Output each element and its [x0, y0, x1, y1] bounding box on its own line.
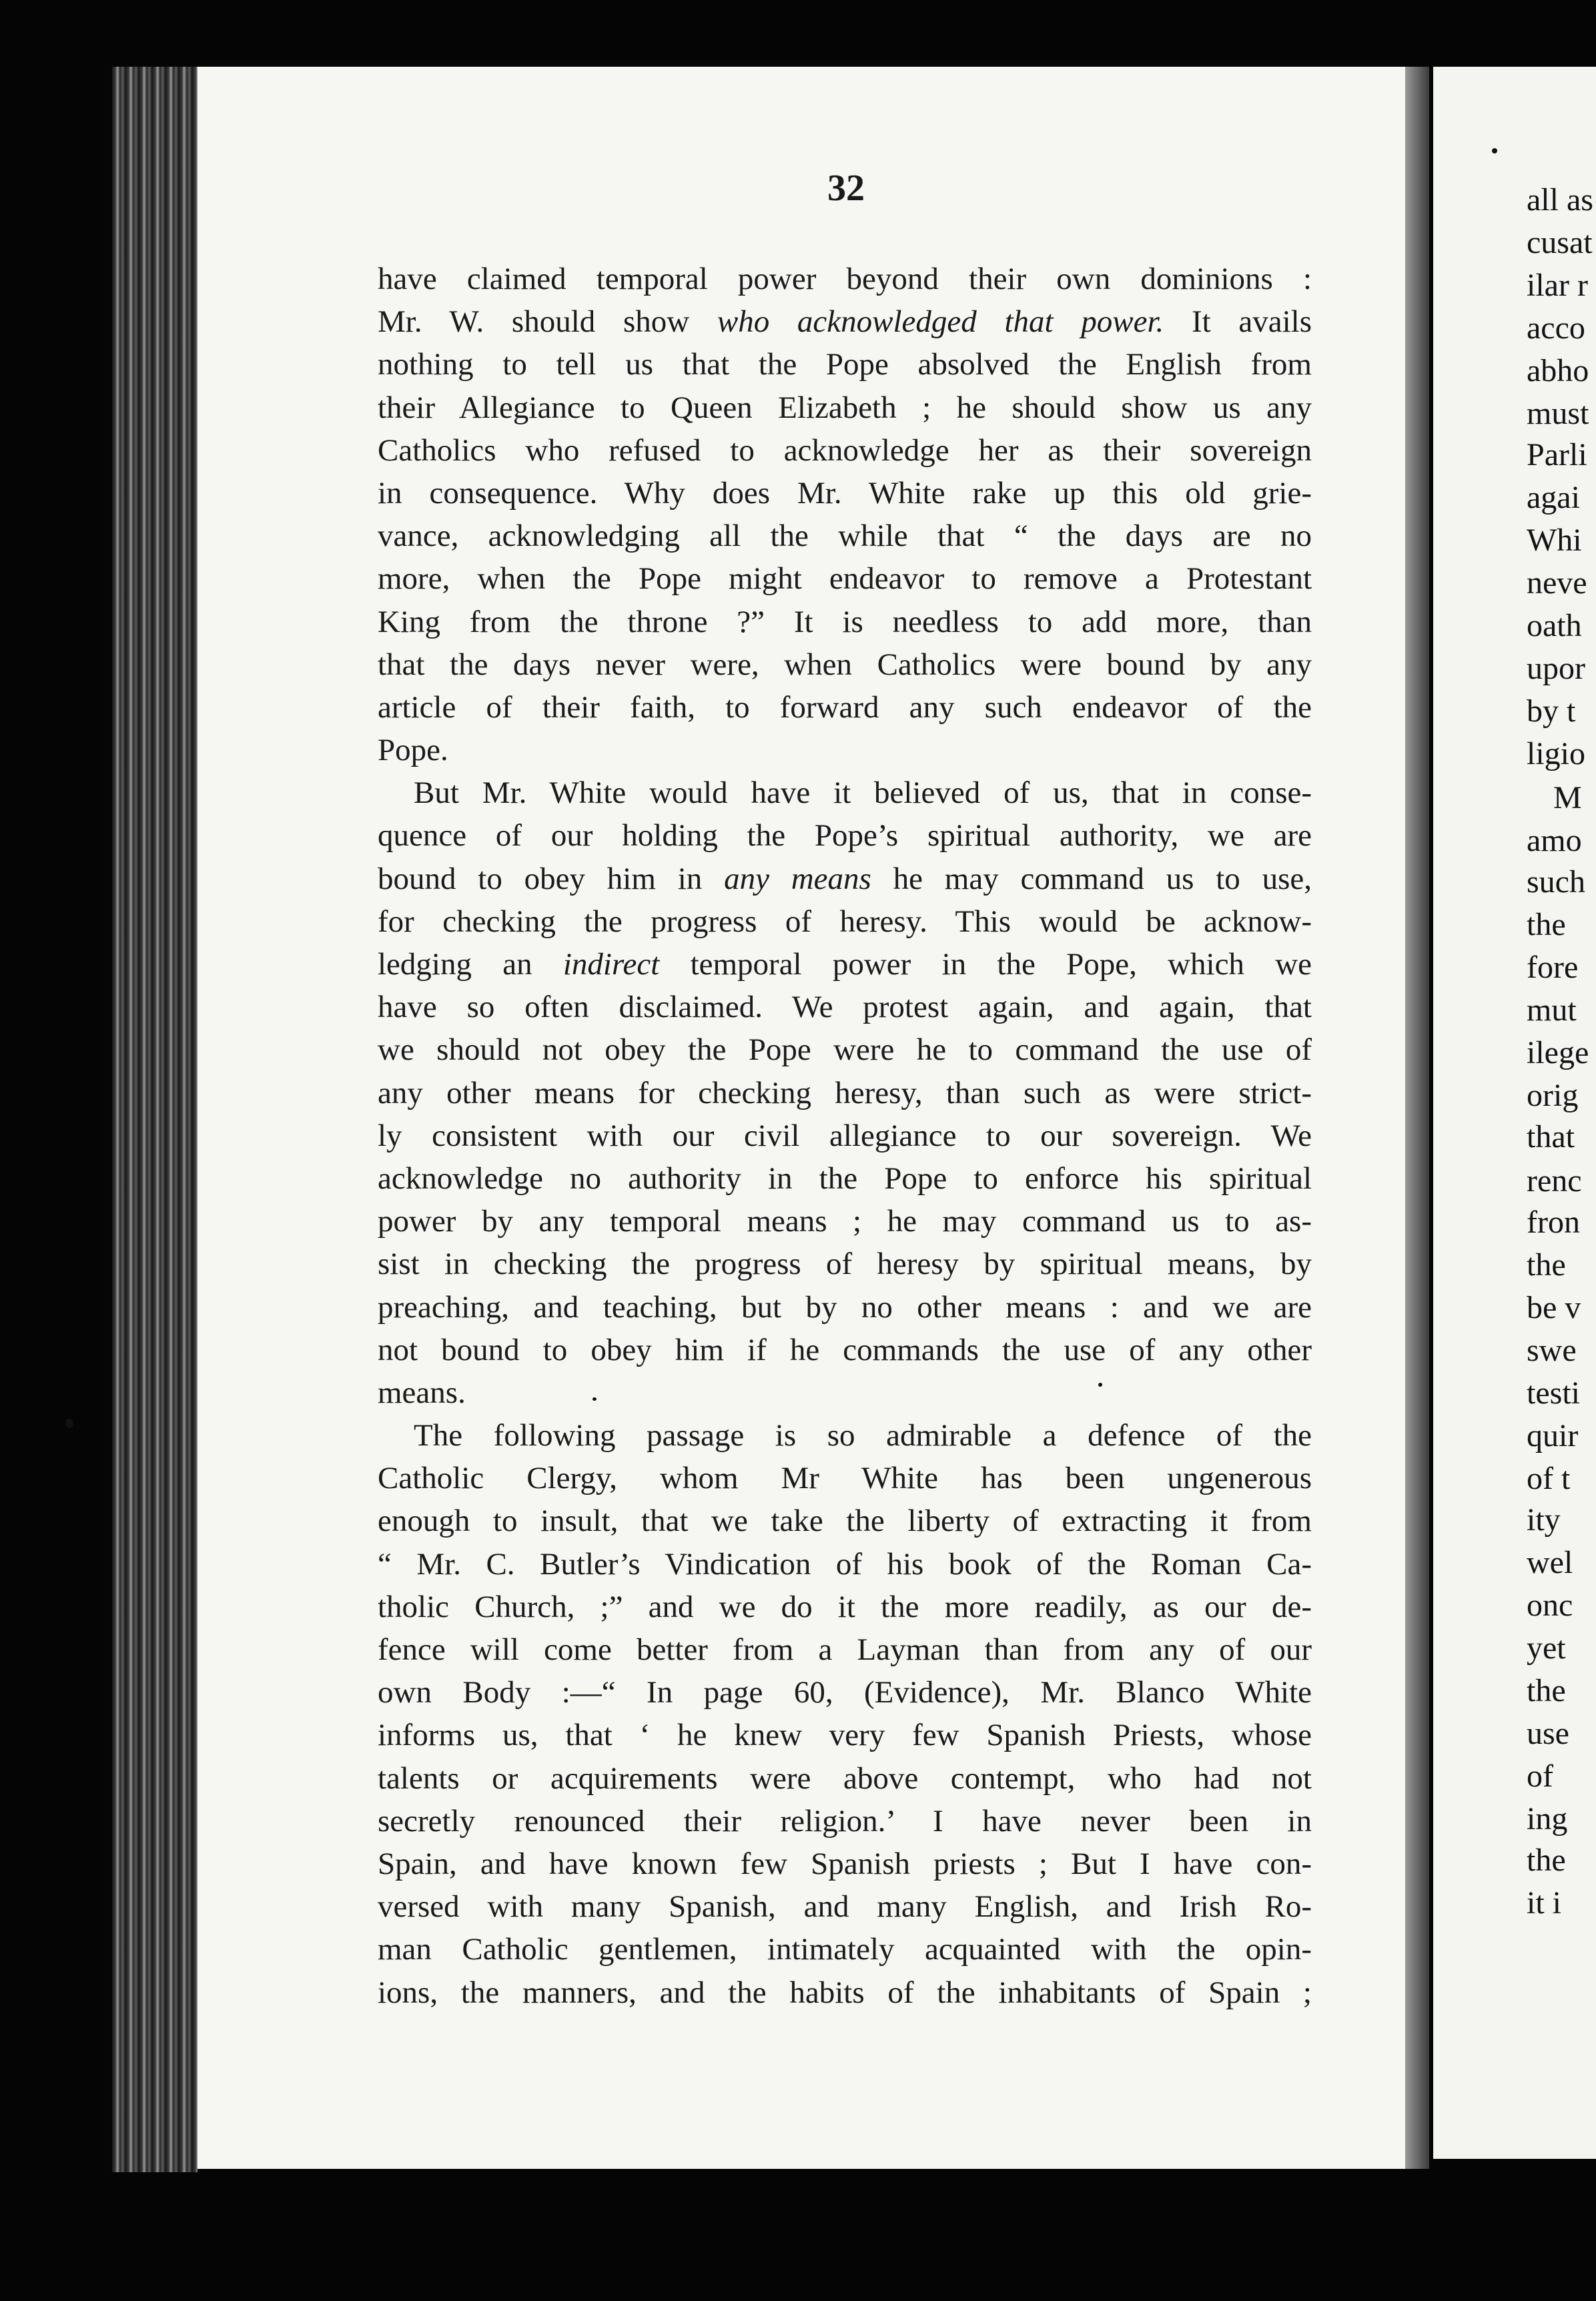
text-line — [378, 1072, 1312, 1114]
text-run: we should not obey the Pope were he to command the use of — [378, 1032, 1312, 1068]
text-line — [378, 900, 1312, 943]
text-line — [378, 1671, 1312, 1714]
adjacent-page-text: fore — [1527, 950, 1579, 985]
text-run: more, when the Pope might endeavor to remove a Protestant — [378, 561, 1312, 597]
adjacent-page-text: of t — [1527, 1461, 1571, 1496]
text-run: Mr. W. should show — [378, 304, 717, 340]
adjacent-page-text: the — [1527, 1247, 1566, 1283]
text-line — [378, 386, 1312, 429]
adjacent-page-text: oath — [1527, 608, 1582, 643]
text-run: enough to insult, that we take the liberty of extracting it from — [378, 1504, 1312, 1539]
adjacent-page-fragment — [1433, 67, 1596, 2159]
text-run: acknowledge no authority in the Pope to enforce his spiritual — [378, 1161, 1312, 1196]
adjacent-page-text: neve — [1527, 565, 1587, 601]
adjacent-page-text: M — [1553, 780, 1582, 815]
text-line — [378, 1928, 1312, 1971]
scan-speck — [592, 1397, 596, 1401]
adjacent-page-text: ilar r — [1527, 268, 1588, 303]
adjacent-page-text: ity — [1527, 1502, 1561, 1538]
text-run: any other means for checking heresy, than such as were strict- — [378, 1075, 1312, 1110]
gutter-shadow — [1405, 67, 1429, 2169]
text-run: tholic Church, ;” and we do it the more readily, as our de- — [378, 1589, 1312, 1624]
text-line — [378, 343, 1312, 386]
text-line — [378, 1157, 1312, 1200]
text-run: versed with many Spanish, and many English, and Irish Ro- — [378, 1889, 1312, 1925]
text-line — [378, 1800, 1312, 1843]
adjacent-page-text: agai — [1527, 480, 1580, 515]
text-line — [378, 258, 1312, 300]
adjacent-page-text: ligio — [1527, 736, 1586, 771]
text-run: It avails — [1164, 304, 1312, 340]
adjacent-page-text: mut — [1527, 992, 1577, 1028]
text-line — [378, 472, 1312, 515]
text-line — [378, 1329, 1312, 1371]
text-run: secretly renounced their religion.’ I have never been in — [378, 1803, 1312, 1839]
adjacent-page-text: abho — [1527, 353, 1589, 388]
adjacent-page-text: swe — [1527, 1333, 1577, 1368]
text-run: But Mr. White would have it believed of us, that in conse- — [414, 775, 1312, 811]
text-run: temporal power in the Pope, which we — [659, 947, 1312, 982]
italic-text: any means — [724, 861, 871, 896]
adjacent-page-text: be v — [1527, 1290, 1581, 1325]
adjacent-page-text: fron — [1527, 1205, 1580, 1240]
text-run: have claimed temporal power beyond their own dominions : — [378, 262, 1312, 296]
text-line — [378, 1757, 1312, 1800]
text-line — [378, 1414, 1312, 1457]
text-run: ledging an — [378, 947, 563, 982]
text-line — [378, 771, 1312, 814]
adjacent-page-text: the — [1527, 1673, 1566, 1708]
adjacent-page-text: Parli — [1527, 437, 1587, 472]
text-run: own Body :—“ In page 60, (Evidence), Mr. Blanco White — [378, 1675, 1312, 1710]
text-line — [378, 986, 1312, 1028]
text-run: Spain, and have known few Spanish priests ; But I have con- — [378, 1846, 1312, 1881]
text-run: ly consistent with our civil allegiance to our sovereign. We — [378, 1118, 1312, 1153]
adjacent-page-text: renc — [1527, 1163, 1582, 1199]
text-run: their Allegiance to Queen Elizabeth ; he should show us any — [378, 390, 1312, 425]
text-run: he may command us to use, — [871, 861, 1312, 896]
text-line — [378, 1543, 1312, 1586]
scan-speck — [65, 1419, 73, 1428]
italic-text: indirect — [562, 947, 660, 982]
text-line — [378, 729, 1312, 771]
page-number: 32 — [827, 168, 865, 209]
text-run: King from the throne ?” It is needless to add more, than — [378, 604, 1312, 639]
text-run: quence of our holding the Pope’s spiritual authority, we are — [378, 818, 1312, 854]
text-line — [378, 1885, 1312, 1928]
adjacent-page-text: quir — [1527, 1418, 1579, 1453]
text-run: means. — [378, 1375, 466, 1410]
scan-speck — [1492, 148, 1497, 153]
adjacent-page-text: that — [1527, 1119, 1575, 1155]
text-line — [378, 686, 1312, 729]
text-run: nothing to tell us that the Pope absolved the English from — [378, 347, 1312, 382]
text-run: bound to obey him in — [378, 861, 725, 896]
text-line — [378, 1457, 1312, 1500]
text-run: vance, acknowledging all the while that “ the days are no — [378, 519, 1312, 554]
text-run: fence will come better from a Layman than from any of our — [378, 1632, 1312, 1667]
text-line — [378, 814, 1312, 857]
text-line — [378, 1971, 1312, 2014]
italic-text: who acknowledged that power. — [717, 304, 1164, 340]
adjacent-page-text: testi — [1527, 1375, 1580, 1411]
text-line — [378, 1586, 1312, 1628]
text-line — [378, 943, 1312, 986]
adjacent-page-text: ing — [1527, 1801, 1568, 1837]
text-run: Catholics who refused to acknowledge her as their sovereign — [378, 432, 1312, 468]
adjacent-page-text: the — [1527, 907, 1566, 942]
text-line — [378, 1371, 1312, 1414]
text-run: informs us, that ‘ he knew very few Spanish Priests, whose — [378, 1718, 1312, 1753]
text-run: not bound to obey him if he commands the use of any other — [378, 1332, 1312, 1367]
text-run: “ Mr. C. Butler’s Vindication of his book of the Roman Ca- — [378, 1546, 1312, 1582]
text-run: Catholic Clergy, whom Mr White has been ungenerous — [378, 1461, 1312, 1496]
adjacent-page-text: the — [1527, 1843, 1566, 1878]
text-line — [378, 429, 1312, 472]
text-line — [378, 1714, 1312, 1756]
text-line — [378, 1028, 1312, 1071]
adjacent-page-text: yet — [1527, 1630, 1566, 1666]
adjacent-page-text: must — [1527, 396, 1589, 431]
adjacent-page-text: such — [1527, 864, 1585, 900]
text-line — [378, 643, 1312, 686]
adjacent-page-text: of — [1527, 1758, 1553, 1794]
adjacent-page-text: ilege — [1527, 1035, 1589, 1070]
text-run: Pope. — [378, 733, 448, 768]
page-stack-edge — [112, 67, 197, 2172]
text-line — [378, 601, 1312, 643]
adjacent-page-text: wel — [1527, 1545, 1573, 1580]
text-line — [378, 1114, 1312, 1157]
text-run: ions, the manners, and the habits of the inhabitants of Spain ; — [378, 1975, 1312, 2010]
adjacent-page-text: amo — [1527, 823, 1582, 858]
text-line — [378, 557, 1312, 600]
text-line — [378, 1500, 1312, 1542]
adjacent-page-text: it i — [1527, 1885, 1562, 1921]
text-run: for checking the progress of heresy. This would be acknow- — [378, 904, 1312, 939]
adjacent-page-text: onc — [1527, 1588, 1573, 1623]
text-run: article of their faith, to forward any such endeavor of the — [378, 689, 1312, 725]
text-run: The following passage is so admirable a defence of the — [414, 1418, 1312, 1453]
scan-speck — [1098, 1383, 1102, 1387]
text-line — [378, 1628, 1312, 1671]
adjacent-page-text: Whi — [1527, 523, 1582, 558]
body-text — [378, 258, 1312, 2014]
text-run: talents or acquirements were above contempt, who had not — [378, 1760, 1312, 1796]
adjacent-page-text: cusat — [1527, 225, 1593, 260]
text-run: in consequence. Why does Mr. White rake up this old grie- — [378, 475, 1312, 511]
text-line — [378, 1200, 1312, 1243]
text-run: man Catholic gentlemen, intimately acquainted with the opin- — [378, 1932, 1312, 1967]
text-run: sist in checking the progress of heresy by spiritual means, by — [378, 1247, 1312, 1282]
text-run: that the days never were, when Catholics were bound by any — [378, 647, 1312, 682]
text-line — [378, 515, 1312, 557]
text-run: power by any temporal means ; he may command us to as- — [378, 1204, 1312, 1239]
text-run: have so often disclaimed. We protest again, and again, that — [378, 990, 1312, 1025]
text-run: preaching, and teaching, but by no other means : and we are — [378, 1289, 1312, 1325]
text-line — [378, 1286, 1312, 1329]
adjacent-page-text: all as — [1527, 182, 1593, 218]
adjacent-page-text: use — [1527, 1716, 1569, 1751]
adjacent-page-text: acco — [1527, 310, 1585, 346]
adjacent-page-text: by t — [1527, 693, 1576, 729]
text-line — [378, 1243, 1312, 1285]
adjacent-page-text: upor — [1527, 651, 1585, 686]
adjacent-page-text: orig — [1527, 1078, 1579, 1113]
text-line — [378, 1843, 1312, 1885]
text-line — [378, 300, 1312, 343]
text-line — [378, 858, 1312, 900]
